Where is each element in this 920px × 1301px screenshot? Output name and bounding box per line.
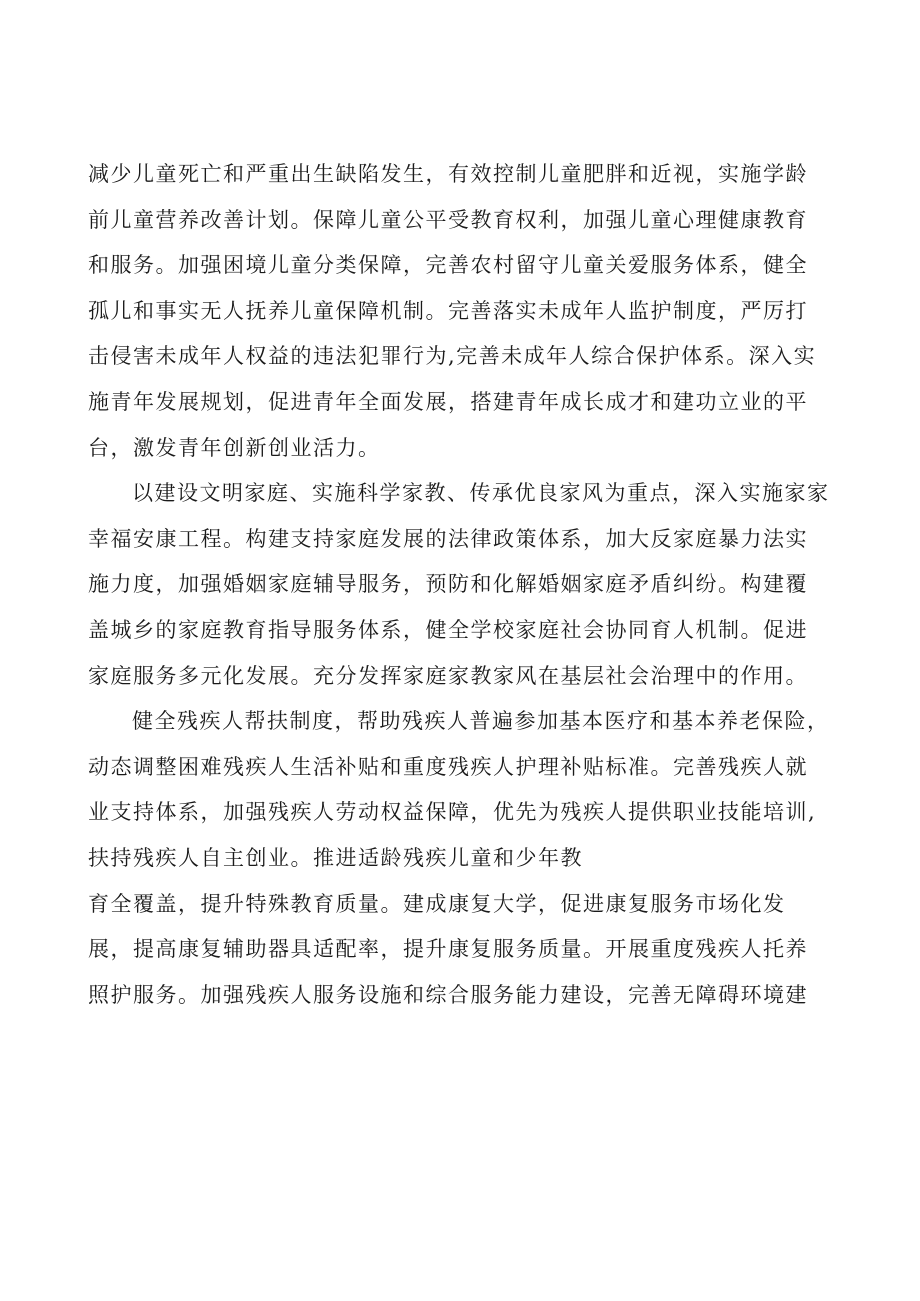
text-line: 照护服务。加强残疾人服务设施和综合服务能力建设，完善无障碍环境建: [88, 982, 808, 1007]
text-line: 以建设文明家庭、实施科学家教、传承优良家风为重点，深入实施家家: [132, 481, 830, 506]
text-line: 家庭服务多元化发展。充分发挥家庭家教家风在基层社会治理中的作用。: [88, 663, 808, 688]
text-line: 孤儿和事实无人抚养儿童保障机制。完善落实未成年人监护制度，严厉打: [88, 298, 808, 323]
text-line: 健全残疾人帮扶制度，帮助残疾人普遍参加基本医疗和基本养老保险，: [132, 709, 830, 734]
text-line: 扶持残疾人自主创业。推进适龄残疾儿童和少年教: [88, 845, 583, 870]
text-line: 击侵害未成年人权益的违法犯罪行为,完善未成年人综合保护体系。深入实: [88, 344, 817, 369]
text-line: 台，激发青年创新创业活力。: [88, 435, 381, 460]
text-line: 盖城乡的家庭教育指导服务体系，健全学校家庭社会协同育人机制。促进: [88, 617, 808, 642]
text-line: 减少儿童死亡和严重出生缺陷发生，有效控制儿童肥胖和近视，实施学龄: [88, 162, 808, 186]
text-line: 动态调整困难残疾人生活补贴和重度残疾人护理补贴标准。完善残疾人就: [88, 754, 808, 779]
text-line: 施青年发展规划，促进青年全面发展，搭建青年成长成才和建功立业的平: [88, 389, 808, 414]
text-line: 业支持体系，加强残疾人劳动权益保障，优先为残疾人提供职业技能培训,: [88, 800, 817, 825]
text-line: 展，提高康复辅助器具适配率，提升康复服务质量。开展重度残疾人托养: [88, 937, 808, 962]
text-line: 幸福安康工程。构建支持家庭发展的法律政策体系，加大反家庭暴力法实: [88, 526, 808, 551]
text-line: 施力度，加强婚姻家庭辅导服务，预防和化解婚姻家庭矛盾纠纷。构建覆: [88, 572, 808, 597]
text-line: 育全覆盖，提升特殊教育质量。建成康复大学，促进康复服务市场化发: [88, 891, 786, 916]
text-line: 前儿童营养改善计划。保障儿童公平受教育权利，加强儿童心理健康教育: [88, 207, 808, 232]
text-line: 和服务。加强困境儿童分类保障，完善农村留守儿童关爱服务体系，健全: [88, 253, 808, 278]
body-text: [88, 152, 868, 1018]
